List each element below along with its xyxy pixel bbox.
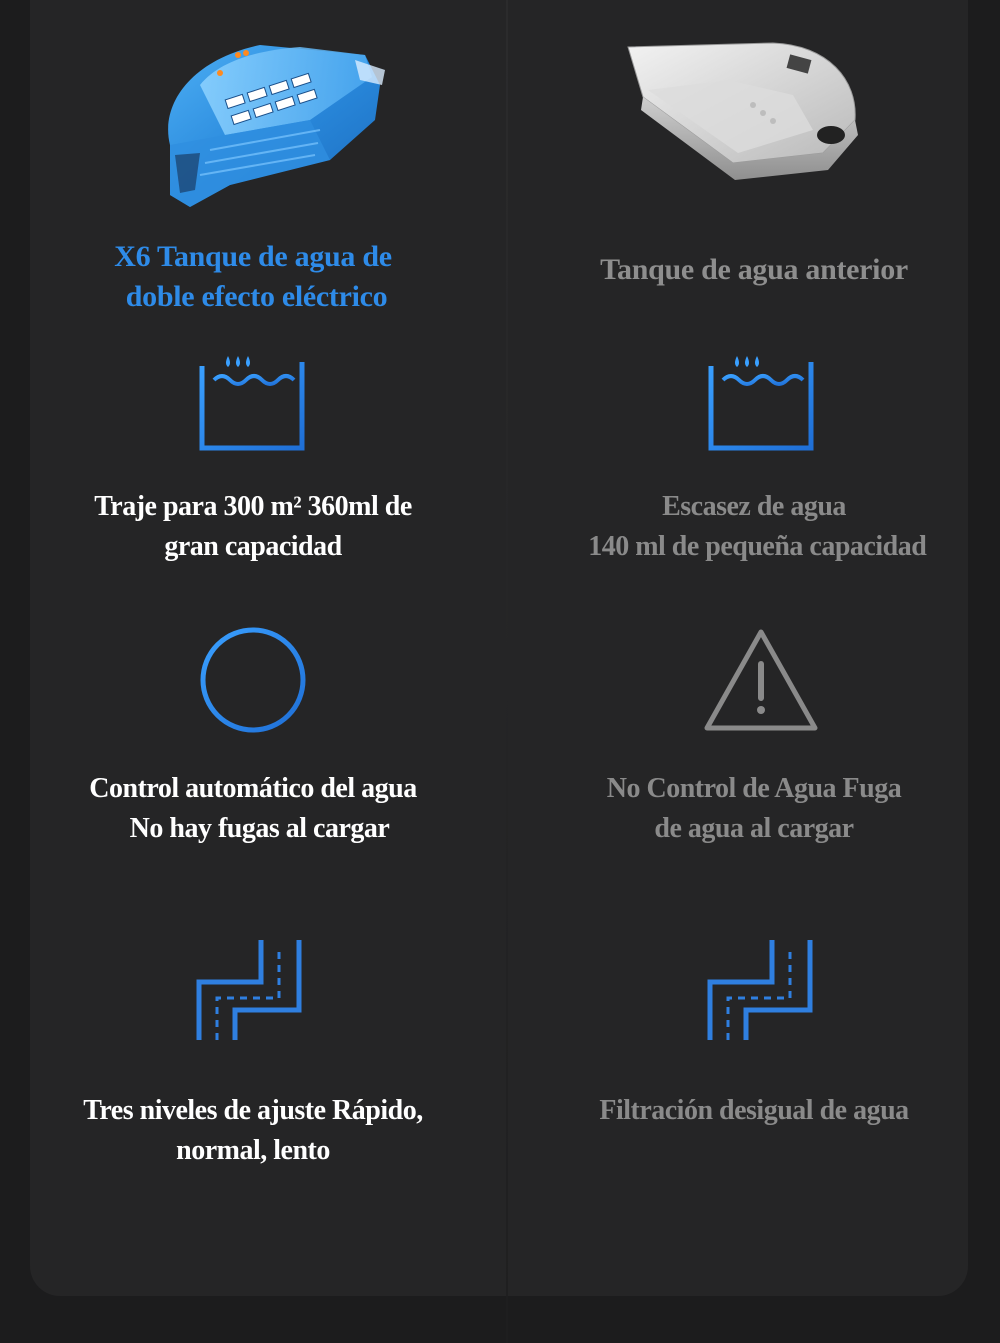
feature-auto-control-text: Control automático del agua No hay fugas al cargar bbox=[89, 773, 417, 844]
feature-shortage-text: Escasez de agua 140 ml de pequeña capacidad bbox=[581, 491, 927, 562]
old-tank-title: Tanque de agua anterior bbox=[600, 253, 908, 286]
new-tank-column bbox=[0, 0, 506, 1296]
new-tank-title: X6 Tanque de agua de doble efecto eléctrico bbox=[114, 240, 392, 313]
old-tank-column bbox=[508, 0, 1000, 1296]
warning-triangle-icon bbox=[701, 626, 821, 736]
pause-circle-icon bbox=[198, 626, 308, 736]
feature-capacity-text: Traje para 300 m² 360ml de gran capacidad bbox=[94, 491, 412, 562]
feature-filtration-text: Filtración desigual de agua bbox=[599, 1095, 909, 1126]
water-tank-icon bbox=[198, 352, 306, 452]
water-tank-icon bbox=[707, 352, 815, 452]
water-pipe-icon bbox=[195, 938, 307, 1042]
water-pipe-icon bbox=[706, 938, 818, 1042]
electric-water-tank-image bbox=[150, 25, 400, 210]
feature-leak-text: No Control de Agua Fuga de agua al cargar bbox=[606, 773, 902, 844]
previous-water-tank-image bbox=[623, 35, 873, 185]
feature-levels-text: Tres niveles de ajuste Rápido, normal, lento bbox=[83, 1095, 423, 1166]
